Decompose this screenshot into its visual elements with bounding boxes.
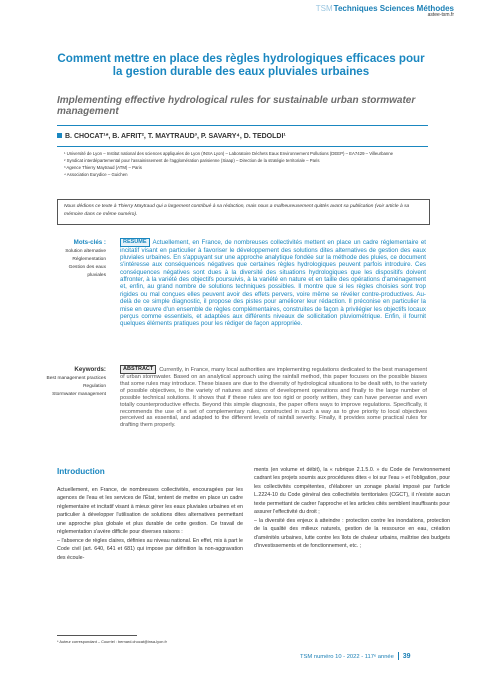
body-paragraph: ments (en volume et débit), la « rubrique 2.1.5.0. » du Code de l'environnement cadrant les projets soumis aux procédures dites « loi sur l'eau » et l'obligation, pour les collectivités compétentes, d'élaborer un zonage pluvial imposé par l'article L.2224-10 du Code général des collectivités territoriales (CGCT), il n'existe aucun texte permettant de cadrer l'approche et les articles cités semblent insuffisants pour assurer l'effectivité du droit ; xyxy=(254,467,450,516)
article-title-fr: Comment mettre en place des règles hydrologiques efficaces pour la gestion durable des eaux pluviales urbaines xyxy=(57,52,425,78)
body-column-left xyxy=(57,486,243,562)
keyword-item: Réglementation xyxy=(72,257,106,263)
footer-separator xyxy=(398,652,399,660)
affiliation-item: ² Syndicat interdépartemental pour l'assainissement de l'agglomération parisienne (Siaap) – Direction de la stratégie territoriale – Paris xyxy=(64,157,320,163)
author-names: B. CHOCAT¹*, B. AFRIT², T. MAYTRAUD³, P. SAVARY⁴, D. TEDOLDI¹ xyxy=(65,133,286,140)
affiliation-item: ¹ Université de Lyon – Institut national des sciences appliquées de Lyon (INSA Lyon) – Laboratoire Déchets Eaux Environnement Pollutions (DEEP) – EA7429 – Villeurbanne xyxy=(64,151,394,156)
abstract-en-text: Currently, in France, many local authorities are implementing regulations dedicated to the best management of urban stormwater. Based on an analytical approach using the rainfall method, this paper focuses on the possible biases that some rules may introduce. These biases are due to the diversity of hydrological situations to be dealt with, to the variety of possible objectives, to the variety of natures and sizes of development operations and finally to the large number of possible technical solutions. It shows that if these rules are too rigid or poorly written, they can have perverse and even totally counterproductive effects. Beyond this simple diagnosis, the paper offers ways to improve regulations. Specifically, it recommends the use of a set of complementary rules, constructed in such a way as to give priority to local objectives perceived as essential, and adapted to the different levels of rainfall severity. Finally, it provides some practical rules for drafting them properly. xyxy=(120,367,427,429)
footnote: * Auteur correspondant – Courriel : bernard.chocat@insa-lyon.fr xyxy=(57,639,167,644)
journal-name: TSMTechniques Sciences Méthodes xyxy=(315,4,454,13)
footnote-divider xyxy=(57,635,137,636)
affiliations xyxy=(64,151,424,179)
abstract-fr-text: Actuellement, en France, de nombreuses collectivités mettent en place un cadre réglementaire et incitatif visant en particulier à favoriser le développement des solutions dites alternatives de gestion des eaux pluviales urbaines. En s'appuyant sur une approche analytique fondée sur la méthode des pluies, ce document s'intéresse aux conséquences négatives que certaines règles hydrologiques peuvent parfois introduire. Ces conséquences négatives sont dues à la diversité des situations hydrologiques que les dispositifs doivent affronter, à la variété des objectifs poursuivis, à la variété en nature et en taille des opérations d'aménagement et, enfin, au grand nombre de solutions techniques possibles. Il montre que si les règles choisies sont trop rigides ou mal conçues elles peuvent avoir des effets pervers, voire même se révéler contre-productives. Au-delà de ce simple diagnostic, il propose des pistes pour améliorer leur rédaction. Il préconise en particulier la mise en œuvre d'un ensemble de règles complémentaires, construites de façon à privilégier les objectifs locaux perçus comme essentiels, et adaptées aux différents niveaux de sollicitation pluviométrique. Enfin, il fournit quelques éléments pratiques pour les rédiger de façon appropriée. xyxy=(120,239,426,328)
tsm-logo-mark: TSM xyxy=(315,4,333,13)
keywords-en xyxy=(6,365,106,399)
page-footer xyxy=(300,652,410,660)
affiliation-item: ³ Agence Thierry Maytraud (ATM) – Paris xyxy=(64,164,142,170)
body-column-right xyxy=(254,466,450,551)
keywords-en-title: Keywords: xyxy=(74,366,106,373)
dedication-note: Nous dédions ce texte à Thierry Maytraud qui a largement contribué à sa rédaction, mais nous a malheureusement quittés avant sa publication (voir article à sa mémoire dans ce même numéro). xyxy=(57,199,430,225)
abstract-fr xyxy=(120,238,426,328)
keyword-item: Regulation xyxy=(83,384,106,390)
article-title-en: Implementing effective hydrological rules for sustainable urban stormwater management xyxy=(57,95,416,118)
abstract-en xyxy=(120,365,427,429)
authors-divider xyxy=(57,146,428,147)
body-paragraph: Actuellement, en France, de nombreuses collectivités, encouragées par les agences de l'eau et les services de l'État, tentent de mettre en place un cadre réglementaire et incitatif visant à mieux gérer les eaux pluviales urbaines et en particulier à développer l'utilisation de solutions dites alternatives permettant une approche plus globale et plus durable de cette gestion. Ce travail de réglementation s'avère difficile pour diverses raisons : xyxy=(57,487,243,536)
footer-journal: TSM numéro 10 - 2022 - 117ᵉ année xyxy=(300,654,394,660)
keywords-fr-title: Mots-clés : xyxy=(73,239,106,246)
author-line xyxy=(57,133,286,140)
keyword-item: Gestion des eaux xyxy=(68,265,106,271)
body-paragraph: – l'absence de règles claires, définies au niveau national. En effet, mis à part le Code civil (art. 640, 641 et 681) qui impose par définition la non-aggravation des écoule- xyxy=(57,537,243,561)
journal-url: astee-tsm.fr xyxy=(427,12,454,19)
keywords-fr xyxy=(46,238,106,280)
affiliation-item: ⁴ Association Eurydice – Guichen xyxy=(64,171,128,177)
author-bullet-icon xyxy=(57,133,62,138)
journal-brand xyxy=(316,5,454,19)
body-paragraph: – la diversité des enjeux à atteindre : protection contre les inondations, protection de la qualité des milieux naturels, gestion de la ressource en eau, création d'aménités urbaines, lutte contre les îlots de chaleur urbains, maîtrise des budgets d'investissements et de fonctionnement, etc. ; xyxy=(254,517,450,550)
keyword-item: pluviales xyxy=(87,272,106,278)
keyword-item: Best management practices xyxy=(46,376,106,382)
abstract-en-label: ABSTRACT xyxy=(120,365,156,374)
abstract-fr-label: RÉSUMÉ xyxy=(120,238,150,247)
section-heading-introduction: Introduction xyxy=(57,467,105,476)
keyword-item: Stormwater management xyxy=(52,392,106,398)
page-number: 39 xyxy=(402,653,411,660)
keyword-item: Solution alternative xyxy=(65,249,106,255)
title-divider xyxy=(57,125,428,126)
